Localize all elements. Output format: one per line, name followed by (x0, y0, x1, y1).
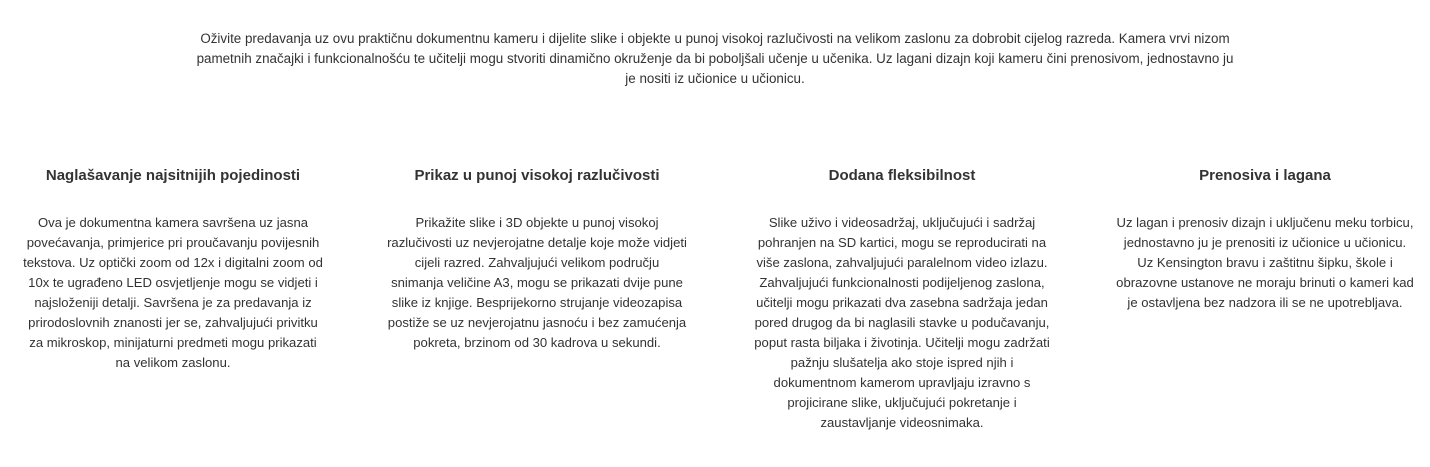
feature-title: Naglašavanje najsitnijih pojedinosti (45, 167, 301, 184)
feature-flexibility (752, 166, 1052, 433)
feature-title: Prenosiva i lagana (1199, 167, 1331, 184)
intro-paragraph: Oživite predavanja uz ovu praktičnu dokumentnu kameru i dijelite slike i objekte u punoj visokoj razlučivosti na velikom zaslonu za dobrobit cijelog razreda. Kamera vrvi nizom pametnih značajki i funkcionalnošću te učitelji mogu stvoriti dinamično okruženje da bi poboljšali učenje u učenika. Uz lagani dizajn koji kameru čini prenosivom, jednostavno ju je nositi iz učionice u učionicu. (196, 31, 1234, 86)
feature-description: Uz lagan i prenosiv dizajn i uključenu meku torbicu, jednostavno ju je prenositi iz učionice u učionicu. Uz Kensington bravu i zaštitnu šipku, škole i obrazovne ustanove ne moraju brinuti o kameri kad je ostavljena bez nadzora ili se ne upotrebljava. (1116, 215, 1414, 310)
feature-description: Slike uživo i videosadržaj, uključujući i sadržaj pohranjen na SD kartici, mogu se reproducirati na više zaslona, zahvaljujući paralelnom video izlazu. Zahvaljujući funkcionalnosti podijeljenog zaslona, učitelji mogu prikazati dva zasebna sadržaja jedan pored drugog da bi naglasili stavke u podučavanju, poput rasta biljaka i životinja. Učitelji mogu zadržati pažnju slušatelja ako stoje ispred njih i dokumentnom kamerom upravljaju izravno s projicirane slike, uključujući pokretanje i zaustavljanje videosnimaka. (754, 215, 1050, 430)
feature-full-hd (387, 166, 687, 353)
feature-title: Dodana fleksibilnost (828, 167, 976, 184)
feature-portable (1115, 166, 1415, 313)
feature-title: Prikaz u punoj visokoj razlučivosti (414, 167, 660, 184)
feature-description: Prikažite slike i 3D objekte u punoj visokoj razlučivosti uz nevjerojatne detalje koje može vidjeti cijeli razred. Zahvaljujući velikom području snimanja veličine A3, mogu se prikazati dvije pune slike iz knjige. Besprijekorno strujanje videozapisa postiže se uz nevjerojatnu jasnoću i bez zamućenja pokreta, brzinom od 30 kadrova u sekundi. (387, 215, 687, 350)
feature-description: Ova je dokumentna kamera savršena uz jasna povećavanja, primjerice pri proučavanju povijesnih tekstova. Uz optički zoom od 12x i digitalni zoom od 10x te ugrađeno LED osvjetljenje mogu se vidjeti i najsloženiji detalji. Savršena je za predavanja iz prirodoslovnih znanosti jer se, zahvaljujući privitku za mikroskop, minijaturni predmeti mogu prikazati na velikom zaslonu. (23, 215, 323, 370)
feature-detail (23, 166, 323, 373)
